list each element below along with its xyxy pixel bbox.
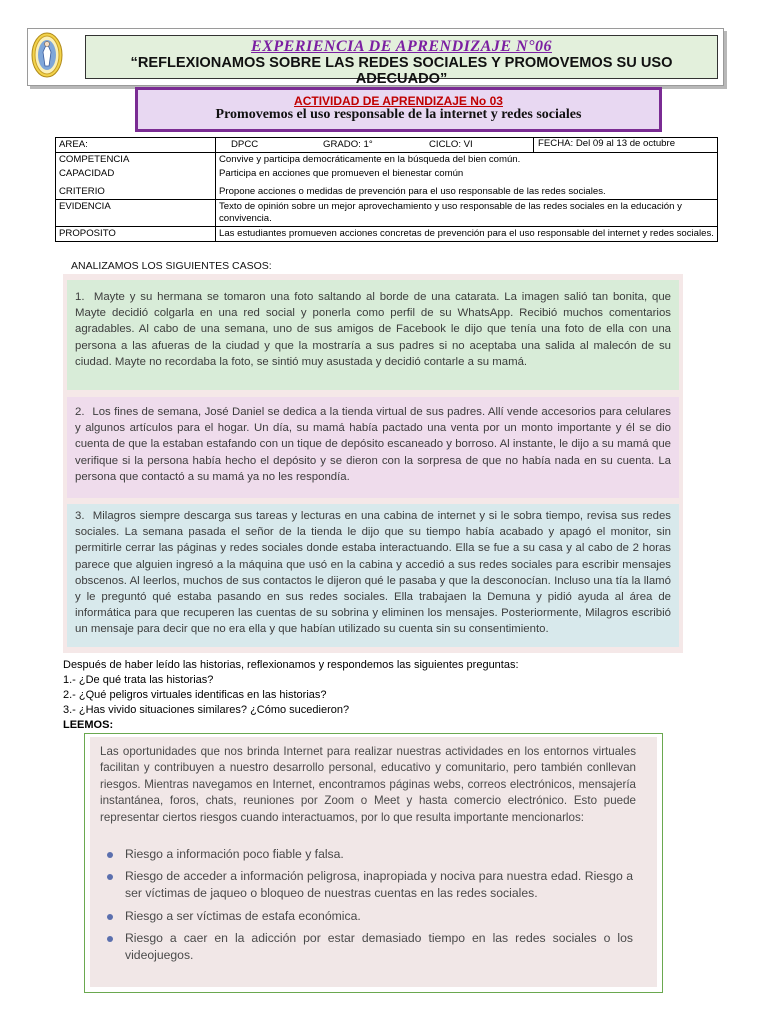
capacidad-value: Participa en acciones que promueven el bienestar común bbox=[216, 167, 718, 185]
question-3: 3.- ¿Has vivido situaciones similares? ¿Cómo sucedieron? bbox=[63, 704, 350, 716]
bullet-icon bbox=[107, 852, 113, 858]
questions-block bbox=[63, 658, 519, 733]
cases-panel bbox=[63, 274, 683, 653]
case-text: Mayte y su hermana se tomaron una foto saltando al borde de una catarata. La imagen salió tan bonita, que Mayte decidió colgarla en una red social y ponerla como perfil de su WhatsApp. Recibió muchos comentarios agradables. Al cabo de una semana, uno de sus amigos de Facebook le dijo que tenía una foto de ella con una persona a las afueras de la ciudad y que la mostraría a sus padres si no aceptaba una salida al malecón de su ciudad. Mayte no recordaba la foto, se sintió muy asustada y decidió contarle a su mamá. bbox=[75, 291, 671, 368]
experience-title: EXPERIENCIA DE APRENDIZAJE N°06 bbox=[251, 38, 552, 55]
leemos-heading: LEEMOS: bbox=[63, 719, 114, 731]
questions-intro: Después de haber leído las historias, reflexionamos y respondemos las siguientes preguntas: bbox=[63, 659, 519, 671]
case-2 bbox=[67, 397, 679, 498]
fecha-value: FECHA: Del 09 al 13 de octubre bbox=[533, 138, 714, 152]
risk-text: Riesgo a información poco fiable y falsa. bbox=[125, 847, 344, 861]
bullet-icon bbox=[107, 936, 113, 942]
risk-text: Riesgo a ser víctimas de estafa económica. bbox=[125, 908, 361, 923]
school-seal-icon bbox=[31, 32, 63, 78]
grado-value: GRADO: 1° bbox=[323, 139, 373, 150]
reading-paragraph: Las oportunidades que nos brinda Internet para realizar nuestras actividades en los entornos virtuales facilitan y contribuyen a nuestro desarrollo personal, educativo y comunitario, pero también conllevan riesgos. Mientras navegamos en Internet, encontramos páginas webs, correos electrónicos, mensajería instantánea, foros, chats, reuniones por Zoom o Meet y hasta comercio electrónico. Esto puede representar ciertos riesgos cuando interactuamos, por lo que resulta importante mencionarlos: bbox=[100, 745, 636, 824]
area-value: DPCC bbox=[231, 139, 259, 150]
evidencia-label: EVIDENCIA bbox=[56, 199, 216, 226]
list-item bbox=[103, 908, 633, 925]
table-row bbox=[56, 185, 718, 199]
experience-subtitle: “REFLEXIONAMOS SOBRE LAS REDES SOCIALES Y PROMOVEMOS SU USO ADECUADO” bbox=[130, 55, 673, 87]
criterio-label: CRITERIO bbox=[56, 185, 216, 199]
list-item bbox=[103, 846, 633, 863]
table-row bbox=[56, 167, 718, 185]
bullet-icon bbox=[107, 914, 113, 920]
evidencia-value: Texto de opinión sobre un mejor aprovechamiento y uso responsable de las redes sociales en la educación y convivencia. bbox=[216, 199, 718, 226]
competencia-label: COMPETENCIA bbox=[56, 152, 216, 166]
case-text: Milagros siempre descarga sus tareas y lecturas en una cabina de internet y si le sobra tiempo, revisa sus redes sociales. La semana pasada el señor de la tienda le dijo que su tiempo había acabado y apagó el monitor, sin permitirle cerrar las páginas y redes sociales donde estaba interactuando. Ella se fue a su casa y al cabo de 2 horas parece que alguien ingresó a la máquina que usó en la cabina y accedió a sus redes sociales para escribir mensajes obscenos. Al leerlos, muchos de sus contactos le dijeron qué le pasaba y que la desconocían. Incluso una tía la llamó y le preguntó qué estaba pasando en sus redes sociales. Ella trabajaen la Demuna y pidió ayuda al área de informática para que recuperen las cuentas de su sobrina y eliminen los mensajes. Posteriormente, Milagros escribió un mensaje para decir que no era ella y que habían utilizado su cuenta sin su consentimiento. bbox=[75, 510, 671, 636]
case-number: 1. bbox=[75, 291, 85, 303]
proposito-label: PROPOSITO bbox=[56, 226, 216, 241]
criterio-value: Propone acciones o medidas de prevención para el uso responsable de las redes sociales. bbox=[216, 185, 718, 199]
case-1 bbox=[67, 280, 679, 390]
risk-text: Riesgo de acceder a información peligrosa, inapropiada y nociva para nuestra edad. Riesgo a ser víctimas de jaqueo o bloqueo de nuestras cuentas en las redes sociales. bbox=[125, 869, 633, 901]
case-number: 3. bbox=[75, 510, 85, 522]
table-row bbox=[56, 138, 718, 153]
table-row bbox=[56, 226, 718, 241]
list-item bbox=[103, 930, 633, 964]
analizamos-heading: ANALIZAMOS LOS SIGUIENTES CASOS: bbox=[71, 260, 272, 272]
case-3 bbox=[67, 504, 679, 647]
risk-list bbox=[103, 846, 633, 969]
case-text: Los fines de semana, José Daniel se dedica a la tienda virtual de sus padres. Allí vende accesorios para celulares y algunos artículos para el hogar. Un día, su mamá había pactado una venta por un monto importante y él se dio cuenta de que la estaban estafando con un tique de depósito escaneado y borroso. Al instante, le dijo a su mamá que verifique si la persona había hecho el depósito y se dieron con la sorpresa de que no había nada en su cuenta. La persona que contactó a su mamá ya no les respondía. bbox=[75, 406, 671, 483]
info-table bbox=[55, 137, 718, 242]
question-1: 1.- ¿De qué trata las historias? bbox=[63, 674, 214, 686]
proposito-value: Las estudiantes promueven acciones concretas de prevención para el uso responsable del internet y redes sociales. bbox=[216, 226, 718, 241]
capacidad-label: CAPACIDAD bbox=[56, 167, 216, 185]
activity-subtitle: Promovemos el uso responsable de la internet y redes sociales bbox=[215, 107, 582, 122]
table-row bbox=[56, 199, 718, 226]
competencia-value: Convive y participa democráticamente en la búsqueda del bien común. bbox=[216, 152, 718, 166]
area-cell bbox=[216, 138, 718, 153]
case-number: 2. bbox=[75, 406, 85, 418]
activity-title: ACTIVIDAD DE APRENDIZAJE No 03 bbox=[294, 94, 503, 108]
question-2: 2.- ¿Qué peligros virtuales identificas en las historias? bbox=[63, 689, 327, 701]
list-item bbox=[103, 868, 633, 902]
risk-text: Riesgo a caer en la adicción por estar demasiado tiempo en las redes sociales o los videojuegos. bbox=[125, 930, 633, 963]
area-label: AREA: bbox=[56, 138, 216, 153]
bullet-icon bbox=[107, 874, 113, 880]
table-row bbox=[56, 152, 718, 166]
ciclo-value: CICLO: VI bbox=[429, 139, 473, 150]
